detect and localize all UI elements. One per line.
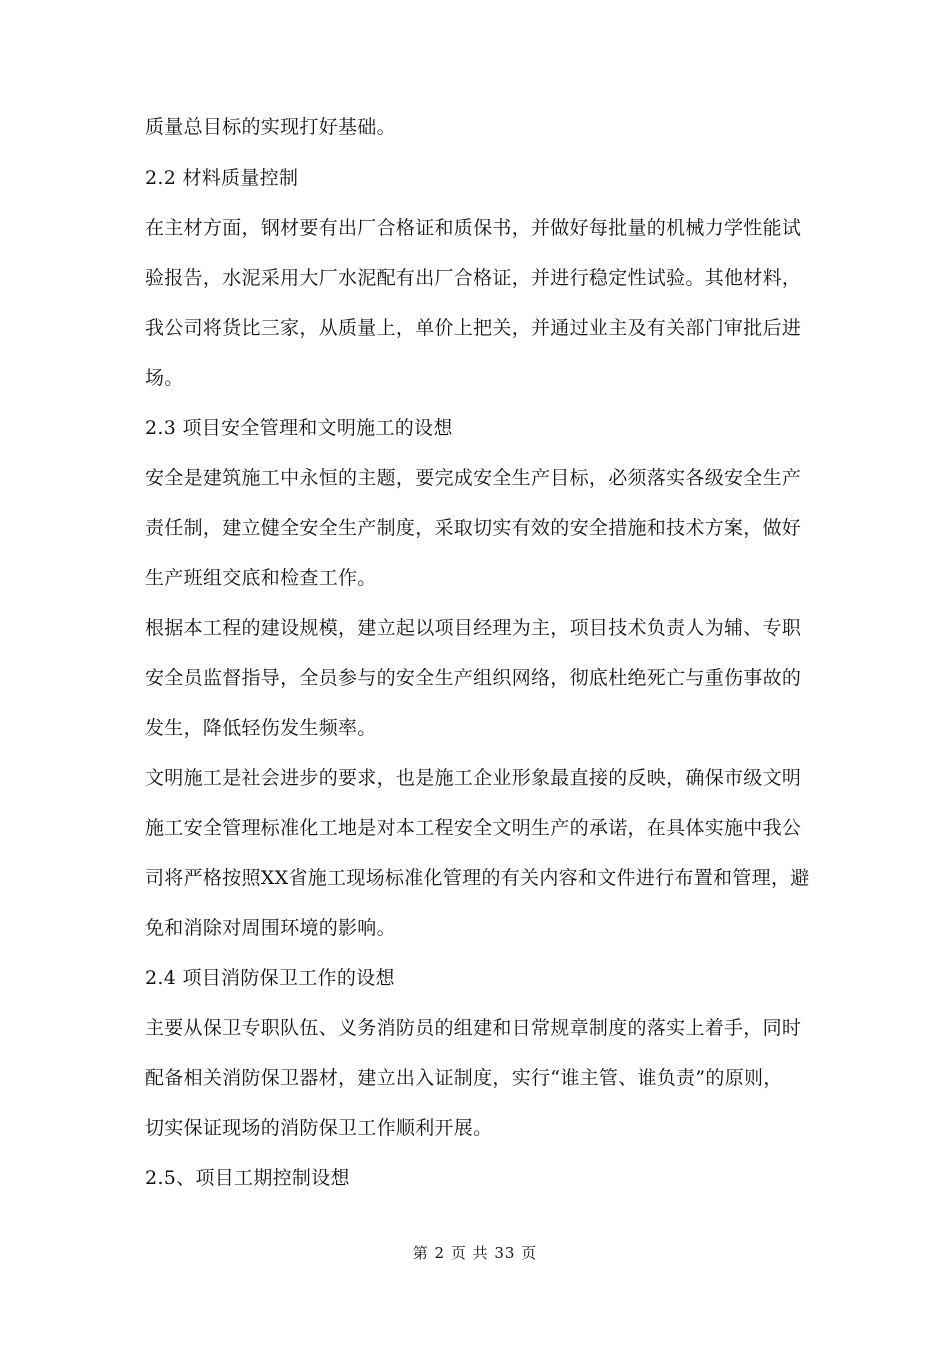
section-heading: 2.5、项目工期控制设想 <box>145 1167 350 1189</box>
body-text-line: 发生，降低轻伤发生频率。 <box>145 717 377 739</box>
body-text-line: 安全员监督指导，全员参与的安全生产组织网络，彻底杜绝死亡与重伤事故的 <box>145 667 802 689</box>
body-text-line: 验报告，水泥采用大厂水泥配有出厂合格证，并进行稳定性试验。其他材料， <box>145 267 802 289</box>
body-text-line: 施工安全管理标准化工地是对本工程安全文明生产的承诺，在具体实施中我公 <box>145 817 802 839</box>
section-heading: 2.4 项目消防保卫工作的设想 <box>145 967 395 989</box>
body-text-line: 切实保证现场的消防保卫工作顺利开展。 <box>145 1117 493 1139</box>
body-text-line: 质量总目标的实现打好基础。 <box>145 116 396 138</box>
body-text-line: 根据本工程的建设规模，建立起以项目经理为主，项目技术负责人为辅、专职 <box>145 617 802 639</box>
body-text-line: 在主材方面，钢材要有出厂合格证和质保书，并做好每批量的机械力学性能试 <box>145 217 802 239</box>
body-text-line: 主要从保卫专职队伍、义务消防员的组建和日常规章制度的落实上着手，同时 <box>145 1017 802 1039</box>
body-text-line: 生产班组交底和检查工作。 <box>145 567 377 589</box>
body-text-line: 免和消除对周围环境的影响。 <box>145 917 396 939</box>
body-text-line: 安全是建筑施工中永恒的主题，要完成安全生产目标，必须落实各级安全生产 <box>145 467 802 489</box>
body-text-line: 责任制，建立健全安全生产制度，采取切实有效的安全措施和技术方案，做好 <box>145 517 802 539</box>
body-text-line: 文明施工是社会进步的要求，也是施工企业形象最直接的反映，确保市级文明 <box>145 767 802 789</box>
body-text-line: 配备相关消防保卫器材，建立出入证制度，实行“谁主管、谁负责”的原则， <box>145 1067 783 1089</box>
page-number-footer: 第 2 页 共 33 页 <box>412 1244 538 1262</box>
body-text-line: 场。 <box>145 367 184 389</box>
section-heading: 2.3 项目安全管理和文明施工的设想 <box>145 417 453 439</box>
body-text-line: 我公司将货比三家，从质量上，单价上把关，并通过业主及有关部门审批后进 <box>145 317 802 339</box>
section-heading: 2.2 材料质量控制 <box>145 167 299 189</box>
body-text-line: 司将严格按照XX省施工现场标准化管理的有关内容和文件进行布置和管理，避 <box>145 867 810 889</box>
